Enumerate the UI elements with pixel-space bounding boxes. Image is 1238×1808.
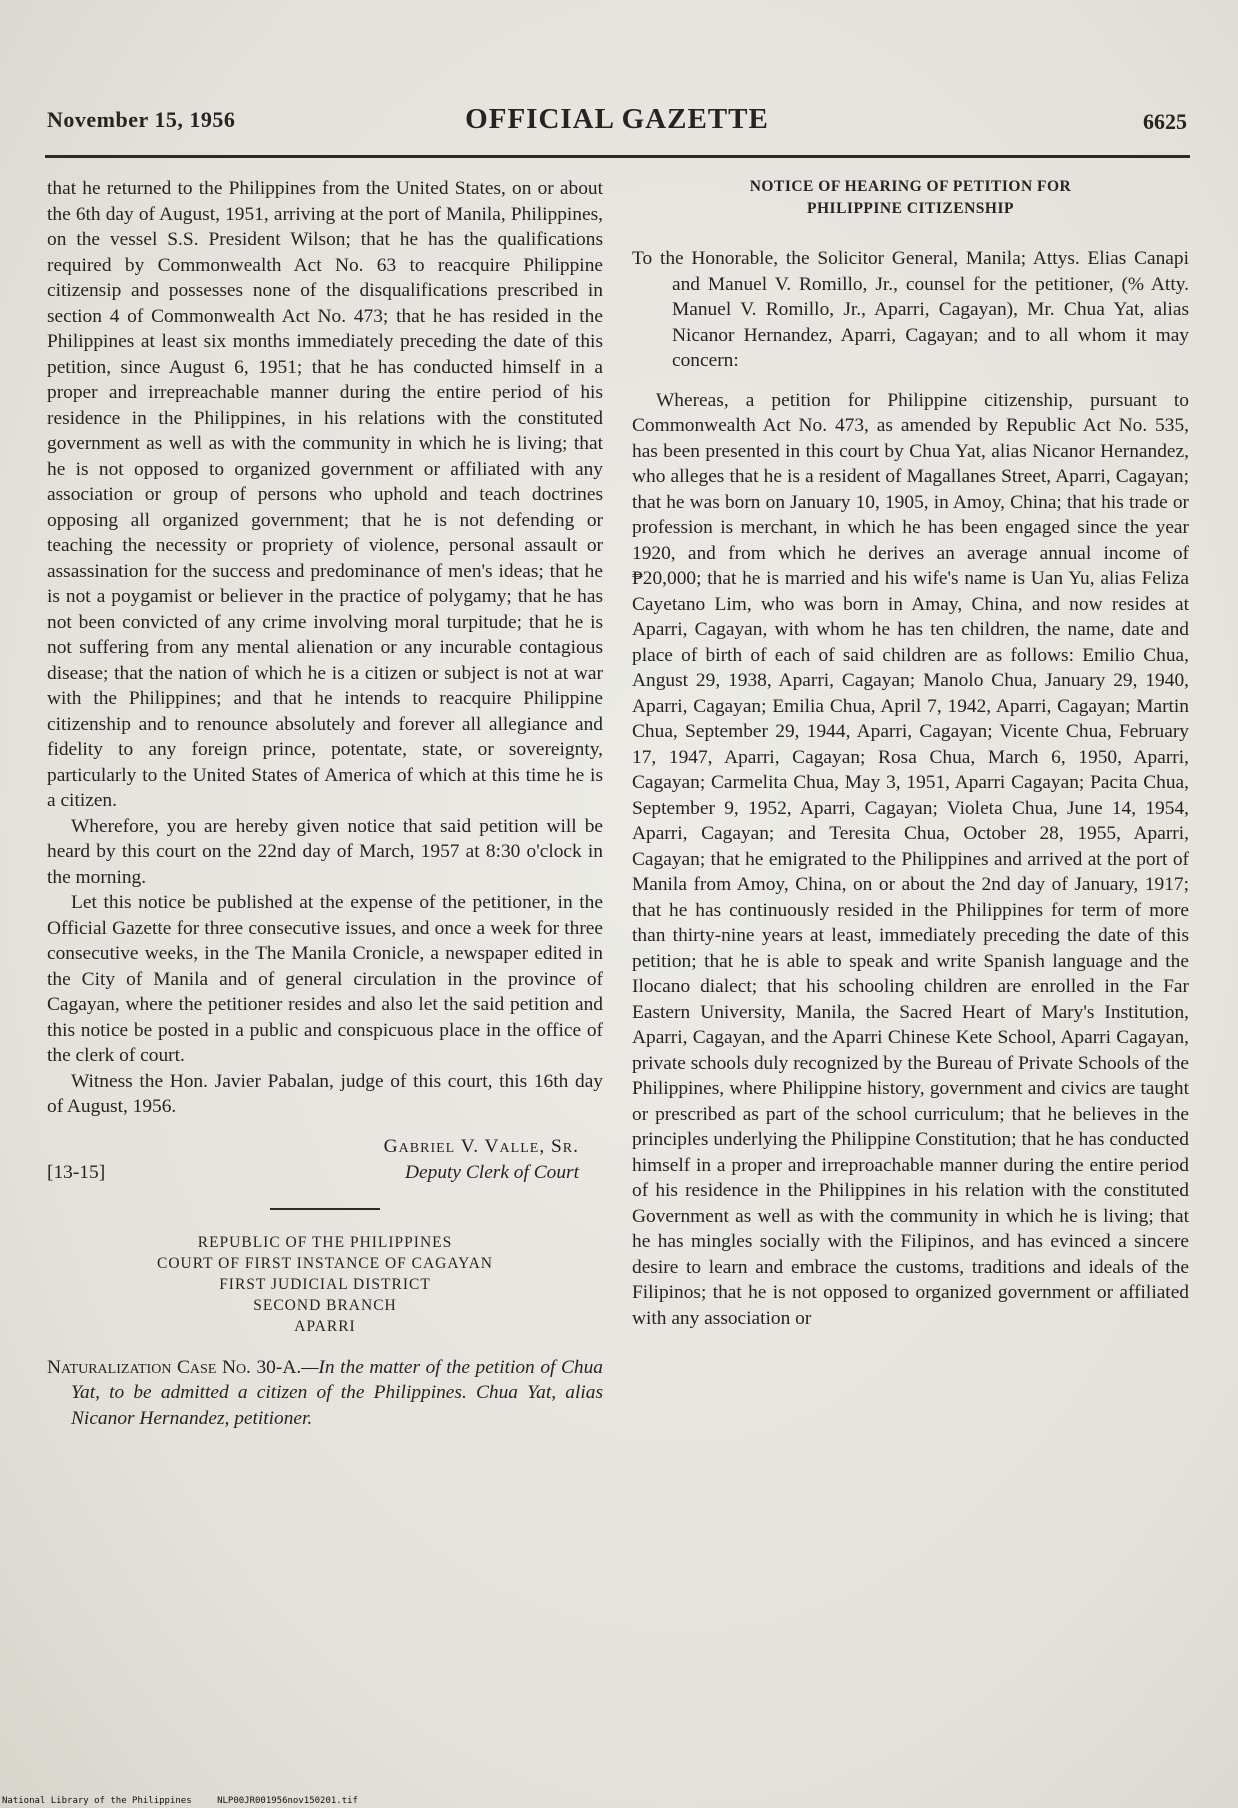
signature-name: Gabriel V. Valle, Sr. <box>383 1135 579 1157</box>
publication-title: OFFICIAL GAZETTE <box>465 103 769 135</box>
whereas-paragraph: Whereas, a petition for Philippine citizenship, pursuant to Commonwealth Act No. 473, as amended by Republic Act No. 535, has been presented in this court by Chua Yat, alias Nicanor Hernandez, who alleges that he is a resident of Magallanes Street, Aparri, Cagayan; that he was born on January 10, 1905, in Amoy, China; that his trade or profession is merchant, in which he has been engaged since the year 1920, and from which he derives an average annual income of ₱20,000; that he is married and his wife's name is Uan Yu, alias Feliza Cayetano Lim, who was born in Amay, China, and now resides at Aparri, Cagayan, with whom he has ten children, the name, date and place of birth of each of said children are as follows: Emilio Chua, Angust 29, 1938, Aparri, Cagayan; Manolo Chua, January 29, 1940, Aparri, Cagayan; Emilia Chua, April 7, 1942, Aparri, Cagayan; Martin Chua, September 29, 1944, Aparri, Cagayan; Vicente Chua, February 17, 1947, Aparri, Cagayan; Rosa Chua, March 6, 1950, Aparri, Cagayan; Carmelita Chua, May 3, 1951, Aparri Cagayan; Pacita Chua, September 9, 1952, Aparri, Cagayan; Violeta Chua, June 14, 1954, Aparri, Cagayan; and Teresita Chua, October 28, 1955, Aparri, Cagayan; that he emigrated to the Philippines and arrived at the port of Manila from Amoy, China, on or about the 2nd day of January, 1917; that he has continuously resided in the Philippines for term of more than thirty-nine years at least, immediately preceding the date of this petition; that he is able to speak and write Spanish language and the Ilocano dialect; that his schooling children are enrolled in the Far Eastern University, Manila, the Sacred Heart of Mary's Institution, Aparri, Cagayan, and the Aparri Chinese Kete School, Aparri Cagayan, private schools duly recognized by the Bureau of Private Schools of the Philippines, where Philippine history, government and civics are taught or prescribed as part of the school curriculum; that he believes in the principles underlying the Philippine Constitution; that he has conducted himself in a proper and irreproachable manner during the entire period of his residence in the Philippines in his relation with the constituted Government as well as with the community in which he is living; that he has mingles socially with the Filipinos, and has evinced a sincere desire to learn and embrace the customs, traditions and ideals of the Filipinos; that he is not opposed to organized government or affiliated with any association or <box>632 389 1189 1329</box>
file-label: NLP00JR001956nov150201.tif <box>217 1796 358 1806</box>
court-line: COURT OF FIRST INSTANCE OF CAGAYAN <box>156 1254 493 1272</box>
signature-title: Deputy Clerk of Court <box>405 1161 579 1183</box>
witness-paragraph: Witness the Hon. Javier Pabalan, judge of this court, this 16th day of August, 1956. <box>47 1070 603 1117</box>
left-column <box>47 176 603 1431</box>
scan-footer <box>2 1796 378 1806</box>
case-caption <box>47 1355 603 1432</box>
right-column <box>632 176 1189 1331</box>
case-label: Naturalization Case No. 30-A. <box>47 1356 302 1378</box>
page-header <box>47 103 1187 143</box>
library-label: National Library of the Philippines <box>2 1796 192 1806</box>
court-line: APARRI <box>294 1317 356 1335</box>
court-line: SECOND BRANCH <box>253 1296 397 1314</box>
wherefore-paragraph: Wherefore, you are hereby given notice that said petition will be heard by this court on the 22nd day of March, 1957 at 8:30 o'clock in the morning. <box>47 815 603 888</box>
signature-block <box>47 1134 603 1186</box>
court-heading <box>47 1232 603 1337</box>
petition-continuation-paragraph: that he returned to the Philippines from the United States, on or about the 6th day of August, 1951, arriving at the port of Manila, Philippines, on the vessel S.S. President Wilson; that he has the qualifications required by Commonwealth Act No. 63 to reacquire Philippine citizensip and possesses none of the disqualifications prescribed in section 4 of Commonwealth Act No. 473; that he has resided in the Philippines at least six months immediately preceding the date of this petition, since August 6, 1951; that he has conducted himself in a proper and irrepreachable manner during the entire period of his residence in the Philippines, in his relations with the constituted government as well as with the community in which he is living; that he is not opposed to organized government or affiliated with any association or group of persons who uphold and teach doctrines opposing all organized government; that he is not defending or teaching the necessity or propriety of violence, personal assault or assassination for the success and predominance of men's ideas; that he is not a poygamist or believer in the practice of polygamy; that he has not been convicted of any crime involving moral turpitude; that he is not suffering from any mental alienation or any incurable contagious disease; that the nation of which he is a citizen or subject is not at war with the Philippines; and that he intends to reacquire Philippine citizenship and to renounce absolutely and forever all allegiance and fidelity to any foreign prince, potentate, state, or sovereignty, particularly to the United States of America of which at this time he is a citizen. <box>47 178 603 811</box>
notice-title-line-2: PHILIPPINE CITIZENSHIP <box>807 200 1014 217</box>
issue-reference: [13-15] <box>47 1161 106 1183</box>
page-number: 6625 <box>1143 109 1187 134</box>
publication-paragraph: Let this notice be published at the expense of the petitioner, in the Official Gazette for three consecutive issues, and once a week for three consecutive weeks, in the The Manila Cronicle, a newspaper edited in the City of Manila and of general circulation in the province of Cagayan, where the petitioner resides and also let the said petition and this notice be posted in a public and conspicuous place in the office of the clerk of court. <box>47 892 603 1066</box>
court-line: REPUBLIC OF THE PHILIPPINES <box>197 1233 453 1251</box>
header-rule <box>45 155 1190 158</box>
section-divider <box>270 1208 380 1210</box>
notice-title <box>632 176 1189 220</box>
addressee-paragraph: To the Honorable, the Solicitor General, Manila; Attys. Elias Canapi and Manuel V. Romillo, Jr., counsel for the petitioner, (% Atty. Manuel V. Romillo, Jr., Aparri, Cagayan), Mr. Chua Yat, alias Nicanor Hernandez, Aparri, Cagayan; and to all whom it may concern: <box>632 248 1189 371</box>
notice-title-line-1: NOTICE OF HEARING OF PETITION FOR <box>749 178 1072 195</box>
court-line: FIRST JUDICIAL DISTRICT <box>219 1275 431 1293</box>
case-text: —In the matter of the petition of Chua Yat, to be admitted a citizen of the Philippines. Chua Yat, alias Nicanor Hernandez, petitioner. <box>71 1356 603 1429</box>
issue-date: November 15, 1956 <box>47 107 236 132</box>
